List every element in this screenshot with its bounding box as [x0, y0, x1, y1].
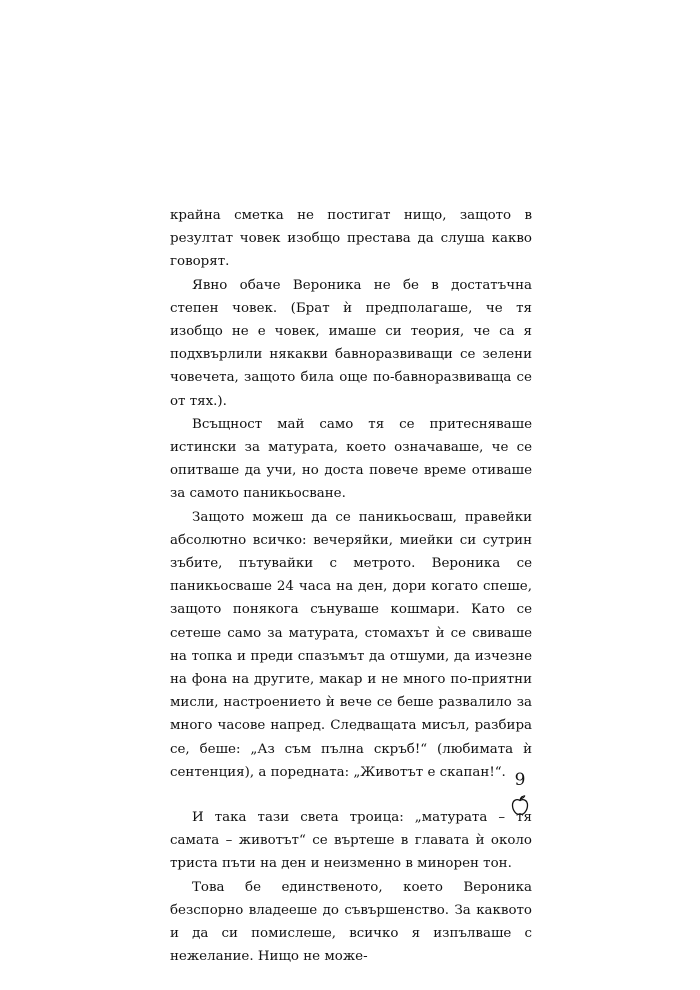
paragraph: И така тази света троица: „матурата – тя самата – животът“ се въртеше в главата ѝ около триста пъти на ден и неизменно в минорен тон. [170, 810, 532, 872]
apple-icon [508, 793, 532, 817]
body-text [170, 204, 532, 969]
paragraph: Това бе единственото, което Вероника безспорно владееше до съвършенство. За каквото и да си помислеше, всичко я изпълваше с нежелание. Нищо не може- [170, 879, 532, 965]
paragraph: Всъщност май само тя се притесняваше истински за матурата, което означаваше, че се опитваше да учи, но доста повече време отиваше за самото паникьосване. [170, 416, 532, 502]
paragraph: крайна сметка не постигат нищо, защото в резултат човек изобщо престава да слуша какво говорят. [170, 208, 532, 270]
paragraph: Защото можеш да се паникьосваш, правейки абсолютно всичко: вечеряйки, миейки си сутрин зъбите, пътувайки с метрото. Вероника се паникьосваше 24 часа на ден, дори когато спеше, защото понякога сънуваше кошмари. Като се сетеше само за матурата, стомахът ѝ се свиваше на топка и преди спазъмът да отшуми, да изчезне на фона на другите, макар и не много по-приятни мисли, настроението ѝ вече се беше развалило за много часове напред. Следващата мисъл, разбира се, беше: „Аз съм пълна скръб!“ (любимата ѝ сентенция), а поредната: „Животът е скапан!“. [170, 509, 532, 780]
paragraph: Явно обаче Вероника не бе в достатъчна степен човек. (Брат ѝ предполагаше, че тя изобщо не е човек, имаше си теория, че са я подхвърлили някакви бавноразвиващи се зелени човечета, защото била още по-бавноразвиваща се от тях.). [170, 277, 532, 409]
page-number: 9 [514, 770, 526, 790]
